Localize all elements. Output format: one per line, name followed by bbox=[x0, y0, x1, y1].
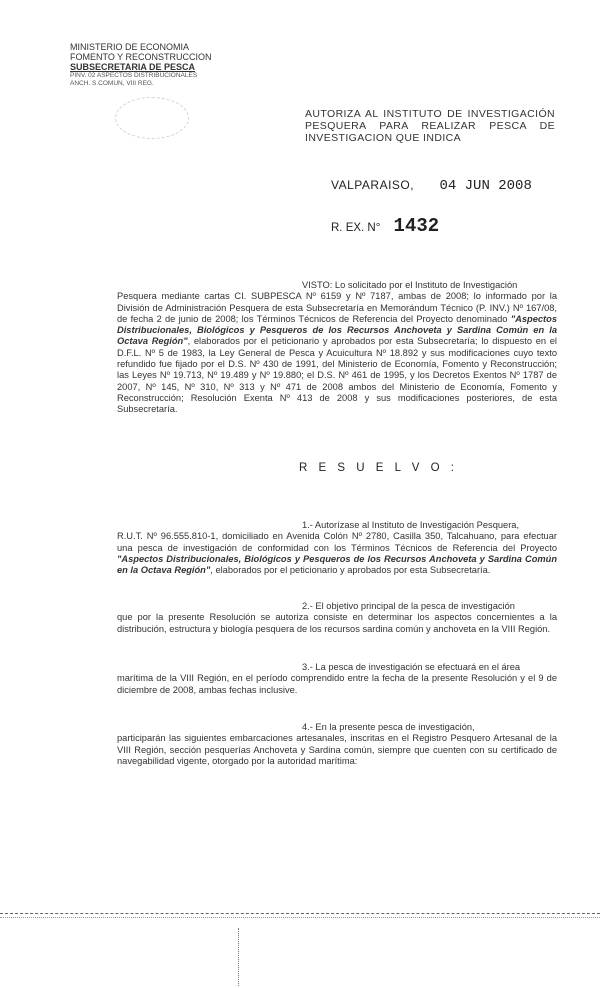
article-4 bbox=[117, 722, 557, 767]
article-4-lead: 4.- En la presente pesca de investigación, bbox=[302, 722, 475, 732]
visto-body-b: , elaborados por el peticionario y aprobados por esta Subsecretaría; lo dispuesto en el D.F.L. Nº 5 de 1983, la Ley General de Pesca y Acuicultura Nº 18.892 y sus modificaciones cuyo texto refundido fue fijado por el D.S. Nº 430 de 1991, del Ministerio de Economía, Fomento y Reconstrucción; las Leyes Nº 19.713, Nº 19.489 y Nº 19.880; el D.S. Nº 461 de 1995, y los Decretos Exentos Nº 1787 de 2007, Nº 145, Nº 310, Nº 313 y Nº 471 de 2008 ambos del Ministerio de Economía, Fomento y Reconstrucción; Resolución Exenta Nº 413 de 2008 y sus modificaciones posteriores, de esta Subsecretaría. bbox=[117, 336, 557, 415]
page-fold-mark bbox=[238, 928, 239, 986]
official-seal-stamp bbox=[115, 97, 189, 139]
page-break-line bbox=[0, 913, 600, 914]
article-1-project-title: "Aspectos Distribucionales, Biológicos y Pesqueros de los Recursos Anchoveta y Sardina Común en la Octava Región" bbox=[117, 553, 557, 576]
date-stamp: 04 JUN 2008 bbox=[439, 178, 532, 194]
resolution-label: R. EX. N° bbox=[331, 222, 381, 234]
place-and-date bbox=[331, 178, 532, 194]
article-1-lead: 1.- Autorízase al Instituto de Investigación Pesquera, bbox=[302, 520, 520, 530]
project-scope: ANCH. S.COMUN, VIII REG. bbox=[70, 80, 154, 87]
page-break-line-secondary bbox=[0, 917, 600, 918]
visto-lead: VISTO: Lo solicitado por el Instituto de Investigación bbox=[302, 280, 518, 290]
resolution-number-line bbox=[331, 215, 439, 237]
article-2-body: que por la presente Resolución se autoriza consiste en determinar los aspectos concernientes a la distribución, estructura y biología pesquera de los recursos sardina común y anchoveta en la VIII Región. bbox=[117, 612, 557, 634]
resuelvo-heading: R E S U E L V O : bbox=[299, 462, 458, 474]
place-name: VALPARAISO, bbox=[331, 178, 415, 192]
article-1-body-a: R.U.T. Nº 96.555.810-1, domiciliado en Avenida Colón Nº 2780, Casilla 350, Talcahuano, para efectuar una pesca de investigación de conformidad con los Términos Técnicos de Referencia del Proyecto bbox=[117, 531, 557, 553]
article-1-body-b: , elaborados por el peticionario y aprobados por esta Subsecretaría. bbox=[210, 565, 491, 576]
ministry-name: MINISTERIO DE ECONOMIA bbox=[70, 42, 190, 52]
article-3-body: marítima de la VIII Región, en el período comprendido entre la fecha de la presente Resolución y el 9 de diciembre de 2008, ambas fechas inclusive. bbox=[117, 673, 557, 695]
resolution-number: 1432 bbox=[393, 215, 440, 237]
article-2 bbox=[117, 601, 557, 635]
article-1 bbox=[117, 520, 557, 576]
project-code: PINV. 02 ASPECTOS DISTRIBUCIONALES bbox=[70, 72, 198, 79]
undersecretariat-name: SUBSECRETARIA DE PESCA bbox=[70, 62, 196, 72]
article-3 bbox=[117, 662, 557, 696]
visto-body-a: Pesquera mediante cartas CI. SUBPESCA Nº 6159 y Nº 7187, ambas de 2008; lo informado por la División de Administración Pesquera de esta Subsecretaría en Memorándum Técnico (P. INV.) Nº 167/08, de fecha 2 de junio de 2008; los Términos Técnicos de Referencia del Proyecto denominado bbox=[117, 291, 557, 324]
letterhead bbox=[70, 42, 240, 88]
article-3-lead: 3.- La pesca de investigación se efectuará en el área bbox=[302, 662, 521, 672]
visto-project-title: "Aspectos Distribucionales, Biológicos y Pesqueros de los Recursos Anchoveta y Sardina Común en la Octava Región" bbox=[117, 313, 557, 347]
visto-paragraph bbox=[117, 280, 557, 416]
ministry-subtitle: FOMENTO Y RECONSTRUCCION bbox=[70, 52, 212, 62]
resolution-subject: AUTORIZA AL INSTITUTO DE INVESTIGACIÓN PESQUERA PARA REALIZAR PESCA DE INVESTIGACION QUE INDICA bbox=[305, 108, 555, 144]
article-2-lead: 2.- El objetivo principal de la pesca de investigación bbox=[302, 601, 515, 611]
article-4-body: participarán las siguientes embarcaciones artesanales, inscritas en el Registro Pesquero Artesanal de la VIII Región, sección pesquerías Anchoveta y Sardina común, siempre que cuenten con su certificado de navegabilidad vigente, otorgado por la autoridad marítima: bbox=[117, 733, 557, 766]
